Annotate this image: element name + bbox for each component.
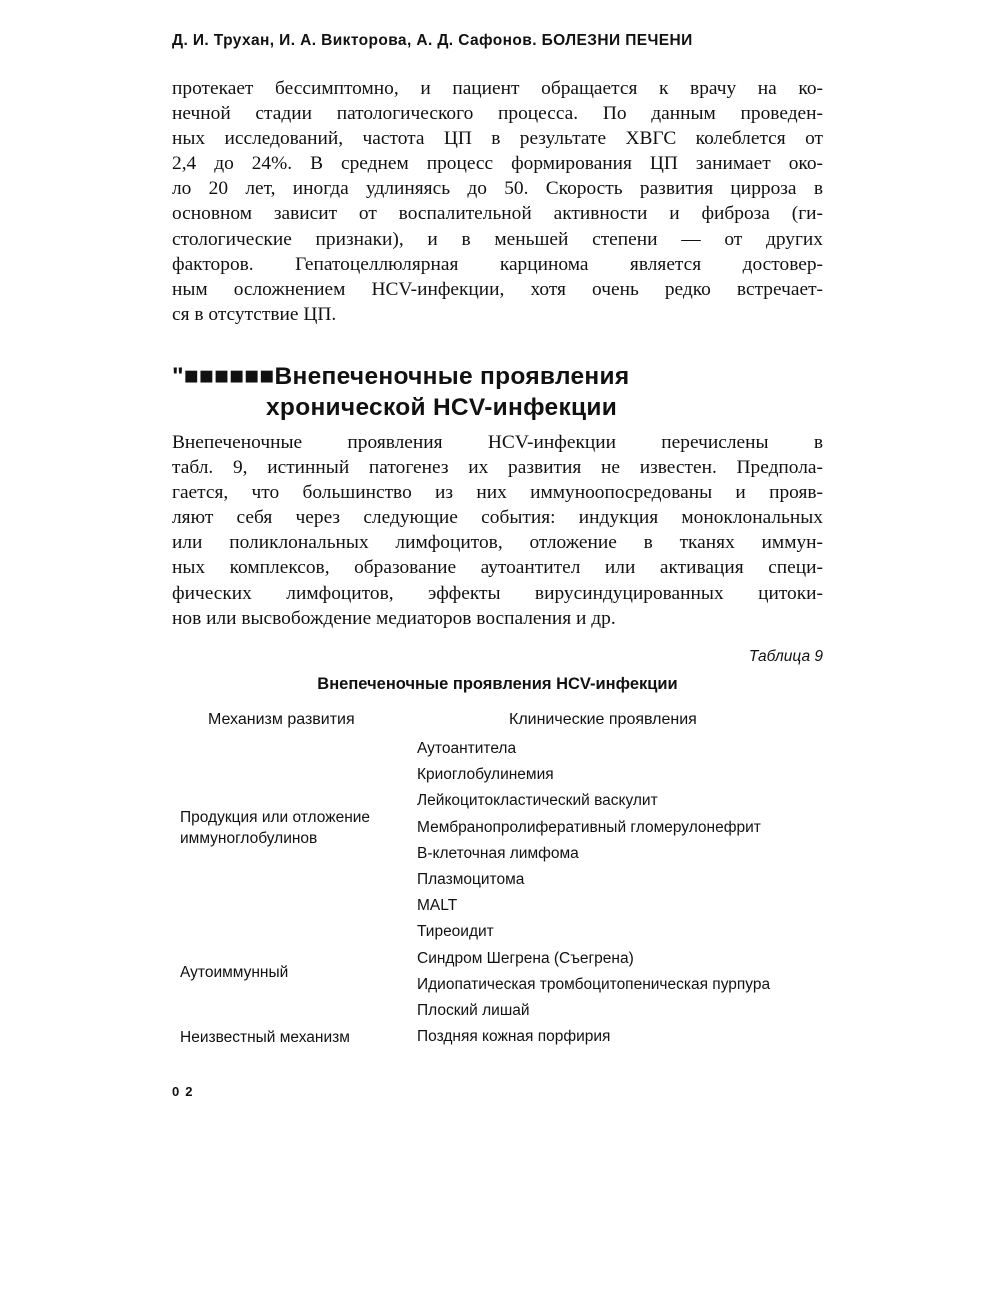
text-line: ных комплексов, образование аутоантител или активация специ- xyxy=(172,557,823,579)
running-head: Д. И. Трухан, И. А. Викторова, А. Д. Сафонов. БОЛЕЗНИ ПЕЧЕНИ xyxy=(172,32,693,49)
manifestation-item: В-клеточная лимфома xyxy=(417,844,579,862)
manifestation-item: Лейкоцитокластический васкулит xyxy=(417,792,658,810)
text-line: ляют себя через следующие события: индукция моноклональных xyxy=(172,507,823,529)
mechanism-immunoglobulin: Продукция или отложение иммуноглобулинов xyxy=(180,809,371,847)
text-line: основном зависит от воспалительной активности и фиброза (ги- xyxy=(172,203,823,225)
section-heading xyxy=(172,361,629,423)
text-line: нов или высвобождение медиаторов воспаления и др. xyxy=(172,607,616,629)
text-line: ся в отсутствие ЦП. xyxy=(172,303,337,325)
section-heading-line-1: "■■■■■■Внепеченочные проявления xyxy=(172,363,630,390)
text-line: или поликлональных лимфоцитов, отложение в тканях иммун- xyxy=(172,532,823,554)
text-line: фических лимфоцитов, эффекты вирусиндуцированных цитоки- xyxy=(172,582,823,604)
manifestation-item: Криоглобулинемия xyxy=(417,766,554,784)
text-line: ных исследований, частота ЦП в результате ХВГС колеблется от xyxy=(172,128,823,150)
text-line: протекает бессимптомно, и пациент обращается к врачу на ко- xyxy=(172,78,823,99)
manifestation-item: MALT xyxy=(417,897,458,915)
manifestation-item: Мембранопролиферативный гломерулонефрит xyxy=(417,818,761,836)
section-heading-line-2: хронической HCV-инфекции xyxy=(266,394,618,421)
text-line: стологические признаки), и в меньшей степени — от других xyxy=(172,228,823,250)
text-line: нечной стадии патологического процесса. По данным проведен- xyxy=(172,103,823,125)
mechanism-unknown: Неизвестный механизм xyxy=(180,1029,350,1046)
mechanism-autoimmune: Аутоиммунный xyxy=(180,964,289,981)
table-caption: Таблица 9 xyxy=(748,648,823,665)
text-line: факторов. Гепатоцеллюлярная карцинома является достовер- xyxy=(172,253,823,275)
text-line: Внепеченочные проявления HCV-инфекции перечислены в xyxy=(172,432,823,453)
manifestation-item: Синдром Шегрена (Съегрена) xyxy=(417,949,634,967)
manifestation-item: Идиопатическая тромбоцитопеническая пурпура xyxy=(417,975,771,993)
manifestations-list xyxy=(417,736,817,1050)
column-header-mechanism: Механизм развития xyxy=(208,711,355,728)
paragraph-cirrhosis xyxy=(172,76,823,327)
text-line: ло 20 лет, иногда удлиняясь до 50. Скорость развития цирроза в xyxy=(172,178,823,200)
paragraph-extrahepatic xyxy=(172,430,823,631)
manifestation-item: Плазмоцитома xyxy=(417,870,525,888)
text-line: табл. 9, истинный патогенез их развития не известен. Предпола- xyxy=(172,457,823,479)
manifestation-item: Плоский лишай xyxy=(417,1001,530,1019)
manifestation-item: Аутоантитела xyxy=(417,740,517,757)
text-line: 2,4 до 24%. В среднем процесс формирования ЦП занимает око- xyxy=(172,153,823,175)
page-number: 02 xyxy=(172,1084,199,1099)
manifestation-item: Поздняя кожная порфирия xyxy=(417,1028,611,1046)
column-header-manifestations: Клинические проявления xyxy=(509,711,697,728)
text-line: ным осложнением HCV-инфекции, хотя очень редко встречает- xyxy=(172,278,823,300)
manifestation-item: Тиреоидит xyxy=(417,923,494,941)
table-title: Внепеченочные проявления HCV-инфекции xyxy=(317,675,678,693)
text-line: гается, что большинство из них иммуноопосредованы и прояв- xyxy=(172,482,823,504)
